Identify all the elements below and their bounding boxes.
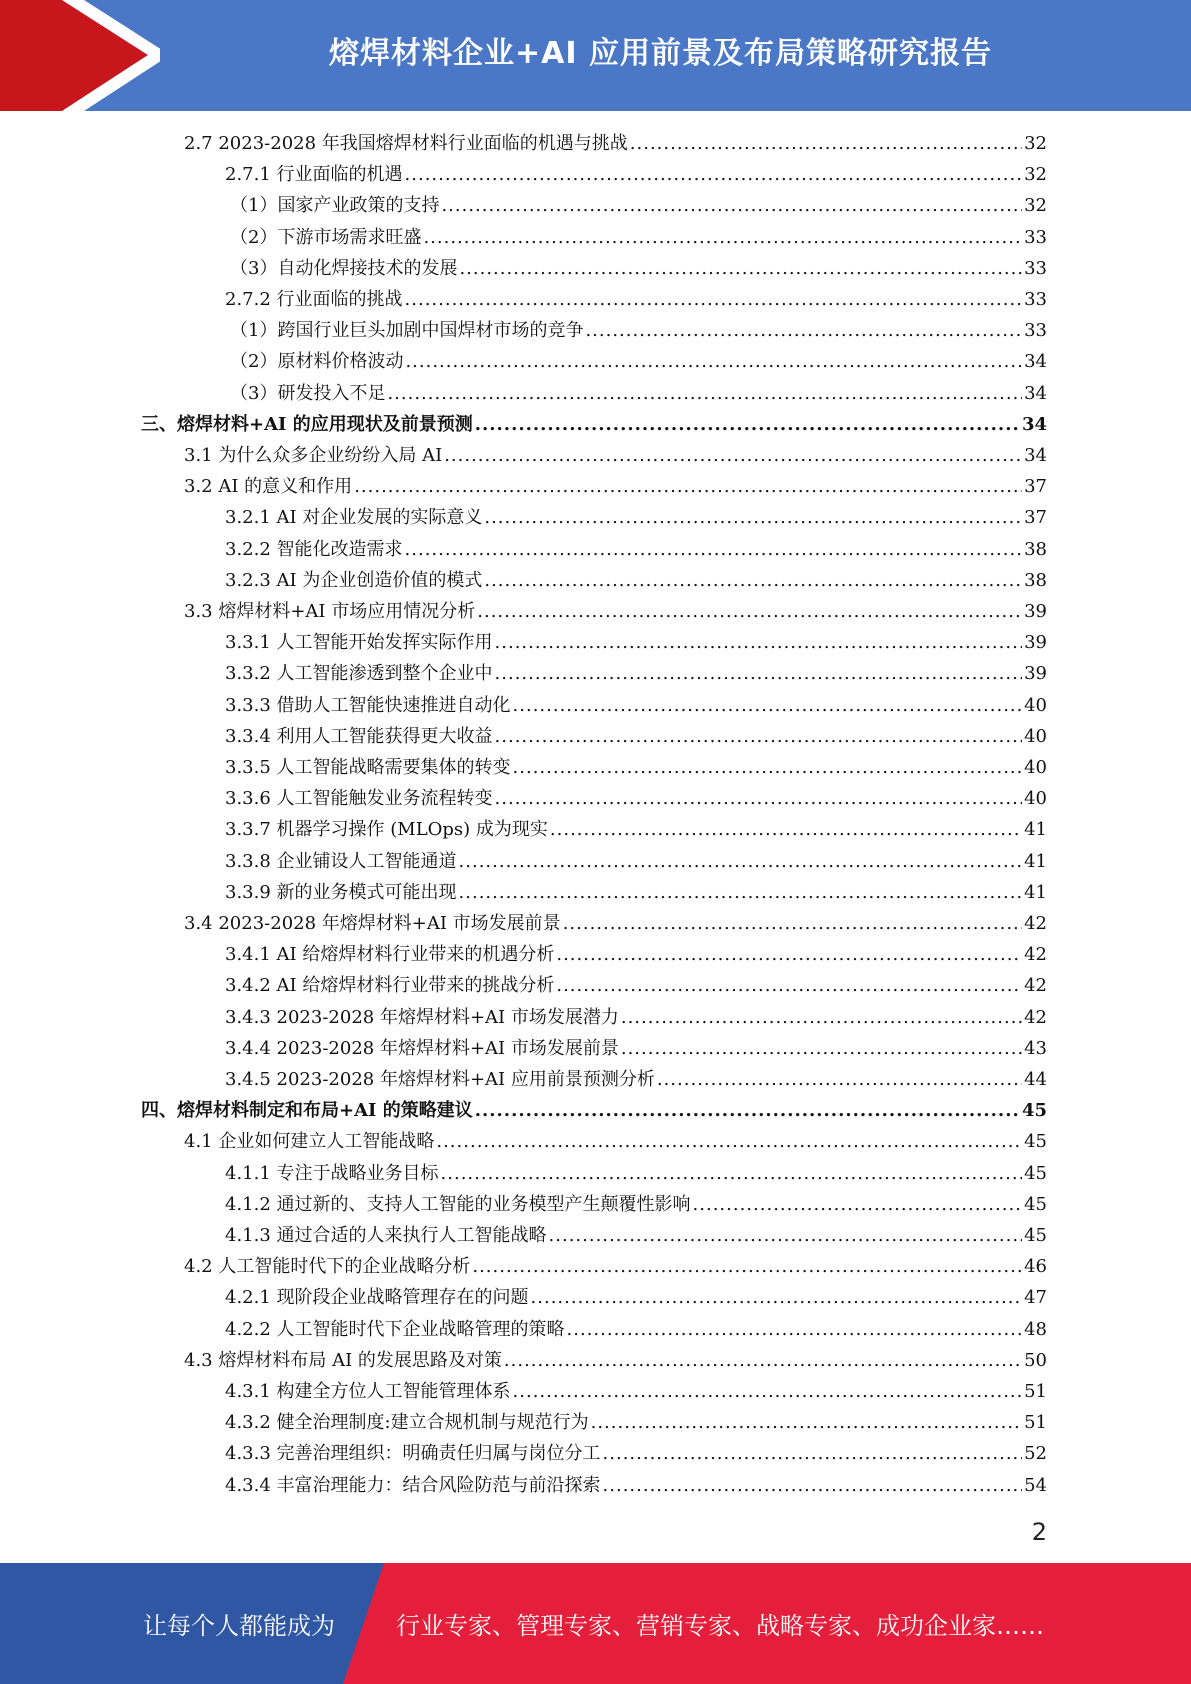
toc-leader-dots [504, 1345, 1022, 1376]
toc-entry-title: 3.2 AI 的意义和作用 [184, 476, 353, 498]
toc-entry-page: 39 [1024, 601, 1047, 622]
page-number: 2 [1031, 1518, 1047, 1546]
toc-leader-dots [513, 1376, 1023, 1407]
toc-entry-title: 3.3.5 人工智能战略需要集体的转变 [225, 757, 511, 778]
toc-leader-dots [484, 565, 1022, 596]
toc-entry[interactable] [230, 378, 1047, 409]
report-header [0, 0, 1191, 111]
toc-entry-title: （3）研发投入不足 [230, 382, 386, 404]
toc-entry-title: 3.3.6 人工智能触发业务流程转变 [225, 788, 493, 810]
toc-entry[interactable] [230, 190, 1047, 221]
toc-entry-page: 51 [1024, 1381, 1047, 1402]
toc-entry-title: 3.4.5 2023-2028 年熔焊材料+AI 应用前景预测分析 [225, 1069, 655, 1090]
toc-entry[interactable] [225, 939, 1047, 970]
toc-entry-page: 50 [1024, 1349, 1047, 1371]
toc-entry-title: 4.2.1 现阶段企业战略管理存在的问题 [225, 1287, 529, 1309]
toc-entry-page: 38 [1024, 538, 1047, 560]
toc-entry-page: 41 [1024, 881, 1047, 903]
toc-entry-page: 47 [1024, 1287, 1047, 1309]
toc-entry-page: 32 [1024, 133, 1047, 154]
toc-entry-title: 3.3.7 机器学习操作 (MLOps) 成为现实 [225, 819, 548, 841]
toc-leader-dots [472, 1251, 1022, 1282]
toc-leader-dots [459, 877, 1023, 908]
toc-entry-page: 52 [1024, 1443, 1047, 1465]
toc-leader-dots [585, 315, 1022, 346]
toc-entry-page: 45 [1024, 1131, 1047, 1153]
toc-entry-page: 32 [1024, 195, 1047, 217]
toc-leader-dots [387, 378, 1022, 409]
toc-entry[interactable] [225, 814, 1047, 845]
toc-entry-page: 42 [1024, 1006, 1047, 1028]
toc-leader-dots [495, 721, 1023, 752]
toc-entry-page: 37 [1024, 507, 1047, 529]
toc-entry[interactable] [225, 1282, 1047, 1313]
toc-entry[interactable] [141, 409, 1047, 440]
toc-entry-title: 3.4 2023-2028 年熔焊材料+AI 市场发展前景 [184, 913, 561, 934]
toc-leader-dots [603, 1470, 1023, 1501]
toc-entry[interactable] [225, 1470, 1047, 1501]
toc-entry-title: 3.3.2 人工智能渗透到整个企业中 [225, 663, 493, 685]
toc-entry-page: 33 [1024, 257, 1047, 279]
toc-entry-page: 41 [1024, 850, 1047, 872]
toc-entry[interactable] [225, 502, 1047, 533]
toc-entry-page: 38 [1024, 569, 1047, 591]
toc-entry-page: 45 [1024, 1193, 1047, 1215]
toc-entry-title: （2）下游市场需求旺盛 [230, 226, 422, 248]
toc-entry-page: 44 [1024, 1069, 1047, 1090]
toc-leader-dots [405, 346, 1022, 377]
toc-entry-title: （1）国家产业政策的支持 [230, 195, 440, 217]
toc-entry-title: 3.4.4 2023-2028 年熔焊材料+AI 市场发展前景 [225, 1037, 619, 1059]
toc-entry[interactable] [184, 471, 1047, 502]
toc-entry[interactable] [141, 1095, 1047, 1126]
toc-leader-dots [475, 409, 1020, 440]
toc-entry[interactable] [225, 846, 1047, 877]
toc-entry[interactable] [230, 346, 1047, 377]
toc-leader-dots [556, 970, 1022, 1001]
toc-leader-dots [549, 1220, 1023, 1251]
toc-entry-page: 40 [1024, 788, 1047, 810]
toc-entry[interactable] [225, 783, 1047, 814]
toc-leader-dots [495, 658, 1023, 689]
toc-entry[interactable] [225, 1220, 1047, 1251]
toc-leader-dots [693, 1189, 1023, 1220]
toc-entry[interactable] [225, 1064, 1047, 1095]
toc-entry[interactable] [225, 1002, 1047, 1033]
toc-leader-dots [621, 1002, 1022, 1033]
toc-leader-dots [603, 1438, 1023, 1469]
toc-entry[interactable] [225, 658, 1047, 689]
toc-entry-title: （3）自动化焊接技术的发展 [230, 257, 458, 279]
toc-entry-title: 2.7 2023-2028 年我国熔焊材料行业面临的机遇与挑战 [184, 133, 628, 154]
toc-entry-title: 3.1 为什么众多企业纷纷入局 AI [184, 445, 443, 466]
toc-leader-dots [459, 846, 1023, 877]
toc-entry-page: 39 [1024, 663, 1047, 685]
toc-entry-title: 3.3.8 企业铺设人工智能通道 [225, 850, 457, 872]
toc-leader-dots [354, 471, 1022, 502]
toc-leader-dots [459, 253, 1022, 284]
toc-entry-title: 3.3.9 新的业务模式可能出现 [225, 881, 457, 903]
toc-entry-title: 3.4.1 AI 给熔焊材料行业带来的机遇分析 [225, 944, 555, 966]
toc-leader-dots [475, 1095, 1020, 1126]
toc-entry[interactable] [184, 908, 1047, 939]
toc-entry[interactable] [225, 721, 1047, 752]
toc-entry[interactable] [184, 1126, 1047, 1157]
toc-leader-dots [513, 690, 1023, 721]
toc-entry[interactable] [225, 752, 1047, 783]
toc-entry-page: 34 [1024, 351, 1047, 373]
toc-leader-dots [441, 1158, 1023, 1189]
toc-entry[interactable] [225, 877, 1047, 908]
toc-entry-title: （2）原材料价格波动 [230, 351, 404, 373]
toc-entry-page: 33 [1024, 226, 1047, 248]
toc-entry-page: 40 [1024, 694, 1047, 716]
toc-entry-title: 3.4.3 2023-2028 年熔焊材料+AI 市场发展潜力 [225, 1006, 619, 1028]
toc-entry[interactable] [225, 1438, 1047, 1469]
toc-entry[interactable] [230, 315, 1047, 346]
toc-entry-page: 45 [1024, 1162, 1047, 1184]
toc-leader-dots [444, 440, 1022, 471]
toc-entry-page: 40 [1024, 757, 1047, 778]
toc-entry[interactable] [230, 253, 1047, 284]
toc-leader-dots [436, 1126, 1022, 1157]
toc-leader-dots [630, 128, 1022, 159]
toc-entry[interactable] [184, 1345, 1047, 1376]
toc-entry-page: 39 [1024, 632, 1047, 654]
toc-entry[interactable] [184, 440, 1047, 471]
toc-entry-page: 34 [1021, 413, 1047, 435]
toc-entry-title: 3.2.3 AI 为企业创造价值的模式 [225, 569, 483, 591]
toc-entry-title: 4.3.4 丰富治理能力：结合风险防范与前沿探索 [225, 1474, 601, 1496]
toc-entry-title: 4.2.2 人工智能时代下企业战略管理的策略 [225, 1318, 565, 1340]
toc-entry[interactable] [184, 1251, 1047, 1282]
toc-entry-page: 37 [1024, 476, 1047, 498]
toc-entry-page: 32 [1024, 164, 1047, 186]
toc-entry-title: 4.1 企业如何建立人工智能战略 [184, 1131, 435, 1153]
toc-entry-title: 四、熔焊材料制定和布局+AI 的策略建议 [141, 1100, 473, 1122]
toc-entry-page: 42 [1024, 944, 1047, 966]
toc-entry[interactable] [225, 284, 1047, 315]
toc-leader-dots [657, 1064, 1022, 1095]
toc-leader-dots [495, 627, 1023, 658]
toc-entry-title: 4.1.2 通过新的、支持人工智能的业务模型产生颠覆性影响 [225, 1193, 691, 1215]
toc-entry-title: 3.2.1 AI 对企业发展的实际意义 [225, 507, 483, 529]
toc-leader-dots [484, 502, 1022, 533]
toc-leader-dots [477, 596, 1022, 627]
toc-entry-title: 4.3.2 健全治理制度:建立合规机制与规范行为 [225, 1412, 589, 1434]
footer-slogan-left: 让每个人都能成为 [143, 1612, 335, 1640]
toc-leader-dots [513, 752, 1023, 783]
toc-entry-title: 3.3.4 利用人工智能获得更大收益 [225, 725, 493, 747]
toc-entry-title: 4.2 人工智能时代下的企业战略分析 [184, 1256, 471, 1278]
toc-entry[interactable] [225, 627, 1047, 658]
footer-slogan-right: 行业专家、管理专家、营销专家、战略专家、成功企业家…… [396, 1612, 1044, 1640]
toc-leader-dots [591, 1407, 1023, 1438]
toc-entry-title: 3.2.2 智能化改造需求 [225, 538, 403, 560]
toc-entry-page: 40 [1024, 725, 1047, 747]
toc-entry-title: 4.1.3 通过合适的人来执行人工智能战略 [225, 1225, 547, 1246]
toc-entry-page: 34 [1024, 382, 1047, 404]
toc-leader-dots [423, 222, 1022, 253]
toc-entry[interactable] [184, 128, 1047, 159]
toc-entry[interactable] [225, 1407, 1047, 1438]
toc-leader-dots [441, 190, 1022, 221]
toc-entry-title: 三、熔焊材料+AI 的应用现状及前景预测 [141, 413, 473, 435]
toc-entry-page: 45 [1024, 1225, 1047, 1246]
toc-entry-title: 4.1.1 专注于战略业务目标 [225, 1162, 439, 1184]
toc-entry-title: 2.7.2 行业面临的挑战 [225, 289, 403, 310]
toc-entry[interactable] [184, 596, 1047, 627]
toc-entry-page: 43 [1024, 1037, 1047, 1059]
toc-entry-page: 51 [1024, 1412, 1047, 1434]
toc-entry-title: 4.3.1 构建全方位人工智能管理体系 [225, 1381, 511, 1402]
toc-entry[interactable] [225, 1189, 1047, 1220]
footer-banner [0, 1563, 1191, 1684]
toc-leader-dots [550, 814, 1022, 845]
toc-entry-page: 46 [1024, 1256, 1047, 1278]
report-title: 熔焊材料企业+AI 应用前景及布局策略研究报告 [329, 36, 992, 71]
toc-entry-page: 41 [1024, 819, 1047, 841]
toc-entry-title: 4.3 熔焊材料布局 AI 的发展思路及对策 [184, 1349, 502, 1371]
toc-leader-dots [556, 939, 1022, 970]
toc-entry[interactable] [230, 222, 1047, 253]
toc-leader-dots [567, 1314, 1023, 1345]
toc-entry-page: 48 [1024, 1318, 1047, 1340]
toc-entry[interactable] [225, 1158, 1047, 1189]
toc-leader-dots [531, 1282, 1023, 1313]
toc-entry-title: 3.3.3 借助人工智能快速推进自动化 [225, 694, 511, 716]
toc-leader-dots [405, 284, 1023, 315]
toc-entry[interactable] [225, 159, 1047, 190]
toc-entry-title: 3.3 熔焊材料+AI 市场应用情况分析 [184, 601, 476, 622]
toc-entry[interactable] [225, 534, 1047, 565]
toc-entry-title: 2.7.1 行业面临的机遇 [225, 164, 403, 186]
toc-entry-title: 3.4.2 AI 给熔焊材料行业带来的挑战分析 [225, 975, 555, 997]
toc-entry-page: 42 [1024, 913, 1047, 934]
toc-entry[interactable] [225, 1033, 1047, 1064]
toc-entry-page: 33 [1024, 320, 1047, 342]
toc-leader-dots [495, 783, 1023, 814]
toc-entry-title: （1）跨国行业巨头加剧中国焊材市场的竞争 [230, 320, 584, 342]
toc-leader-dots [563, 908, 1022, 939]
toc-entry[interactable] [225, 565, 1047, 596]
toc-leader-dots [621, 1033, 1022, 1064]
toc-leader-dots [405, 534, 1023, 565]
toc-entry[interactable] [225, 970, 1047, 1001]
toc-entry-page: 42 [1024, 975, 1047, 997]
toc-entry[interactable] [225, 1314, 1047, 1345]
toc-entry-title: 3.3.1 人工智能开始发挥实际作用 [225, 632, 493, 654]
toc-entry-page: 34 [1024, 445, 1047, 466]
toc-entry-page: 54 [1024, 1474, 1047, 1496]
toc-entry[interactable] [225, 690, 1047, 721]
toc-entry-page: 33 [1024, 289, 1047, 310]
toc-entry-title: 4.3.3 完善治理组织：明确责任归属与岗位分工 [225, 1443, 601, 1465]
toc-entry-page: 45 [1021, 1100, 1047, 1122]
toc-entry[interactable] [225, 1376, 1047, 1407]
toc-leader-dots [405, 159, 1023, 190]
